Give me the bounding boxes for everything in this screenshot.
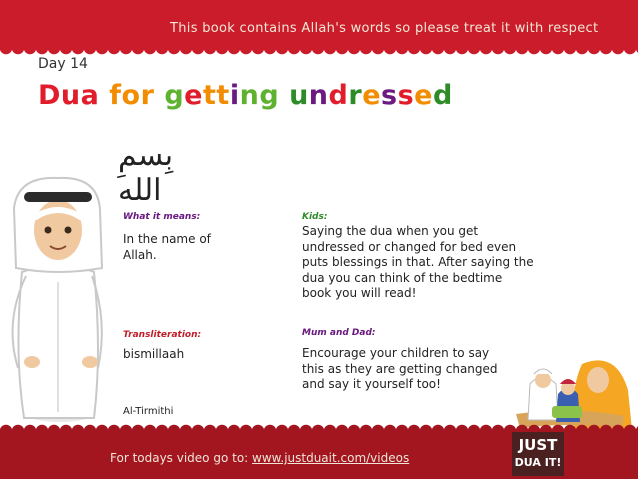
title-letter: r — [140, 80, 155, 111]
title-letter: o — [121, 80, 141, 111]
transliteration-heading: Transliteration: — [123, 330, 202, 340]
what-it-means-heading: What it means: — [123, 212, 201, 222]
day-label: Day 14 — [38, 56, 88, 72]
title-letter: D — [38, 80, 61, 111]
banner-text: This book contains Allah's words so please treat it with respect — [170, 21, 599, 36]
transliteration-text: bismillaah — [123, 347, 185, 361]
kids-heading: Kids: — [302, 212, 328, 222]
mum-and-dad-heading: Mum and Dad: — [302, 328, 376, 338]
footer-prefix: For todays video go to: — [110, 451, 253, 465]
title-letter: e — [362, 80, 381, 111]
title-letter: t — [202, 80, 217, 111]
title-letter: t — [216, 80, 230, 111]
title-letter — [154, 80, 164, 111]
title-letter: g — [164, 80, 185, 111]
title-letter: r — [348, 80, 363, 111]
logo-line-1: JUST — [518, 436, 558, 454]
boy-illustration — [0, 172, 110, 432]
title-letter: s — [381, 80, 398, 111]
footer-text — [110, 451, 409, 465]
family-illustration — [512, 350, 632, 430]
title-letter — [99, 80, 109, 111]
title-letter: s — [397, 80, 415, 111]
title-letter: d — [328, 80, 349, 111]
page-title — [38, 80, 453, 111]
title-letter: u — [289, 80, 309, 111]
title-letter — [279, 80, 289, 111]
title-letter: g — [259, 80, 280, 111]
source-reference: Al-Tirmithi — [123, 406, 174, 417]
title-letter: n — [239, 80, 260, 111]
title-letter: n — [308, 80, 329, 111]
title-letter: a — [80, 80, 100, 111]
title-letter: u — [60, 80, 81, 111]
mum-and-dad-text: Encourage your children to say this as they are getting changed and say it yourself too! — [302, 346, 498, 391]
just-dua-it-logo — [512, 432, 564, 476]
title-letter: d — [432, 80, 453, 111]
kids-text: Saying the dua when you get undressed or changed for bed even puts blessings in that. After saying the dua you can think of the bedtime book you will read! — [302, 224, 534, 300]
title-letter: e — [414, 80, 433, 111]
title-letter: e — [184, 80, 203, 111]
video-link[interactable]: www.justduait.com/videos — [252, 451, 410, 465]
arabic-dua: بِسمِ الله — [118, 138, 174, 208]
logo-line-2: DUA IT! — [514, 456, 562, 469]
title-letter: i — [229, 80, 240, 111]
title-letter: f — [109, 80, 122, 111]
what-it-means-text: In the name of Allah. — [123, 232, 211, 262]
